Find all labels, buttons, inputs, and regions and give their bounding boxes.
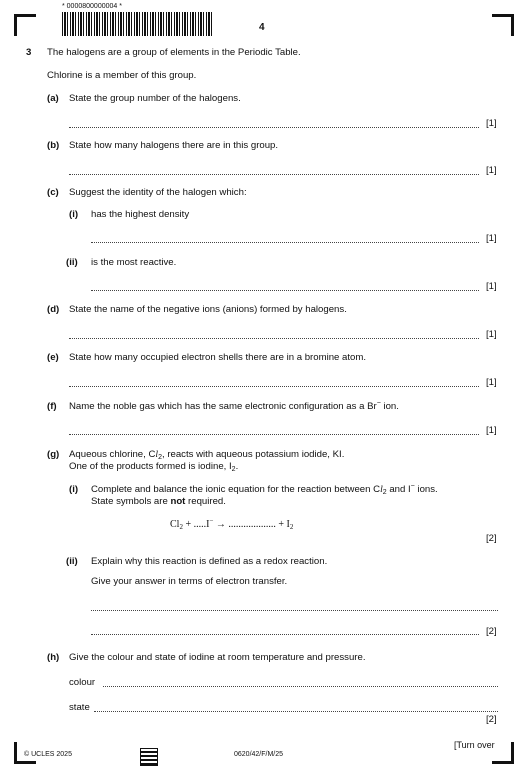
part-c-i-answer-line[interactable] [91,242,479,243]
page-number: 4 [259,22,265,33]
part-g-ii-label: (ii) [66,556,78,567]
part-h-text: Give the colour and state of iodine at room temperature and pressure. [69,652,366,663]
part-h-label: (h) [47,652,60,663]
part-c-label: (c) [47,187,59,198]
part-e-text: State how many occupied electron shells there are in a bromine atom. [69,352,367,363]
part-b-answer-line[interactable] [69,174,479,175]
part-g-ii-text: Explain why this reaction is defined as a redox reaction. [91,556,328,567]
part-h-marks: [2] [486,714,497,725]
part-e-marks: [1] [486,377,497,388]
part-b-marks: [1] [486,165,497,176]
part-d-text: State the name of the negative ions (anions) formed by halogens. [69,304,347,315]
qr-code [140,748,158,766]
part-a-marks: [1] [486,118,497,129]
part-g-text-line2: One of the products formed is iodine, $I_2$. [69,461,239,473]
part-g-i-text-line2: State symbols are not required. [91,496,226,507]
part-c-ii-answer-line[interactable] [91,290,479,291]
part-g-i-marks: [2] [486,533,497,544]
part-a-label: (a) [47,93,59,104]
part-b-label: (b) [47,140,60,151]
part-g-ii-answer-line-2[interactable] [91,634,479,635]
part-a-text: State the group number of the halogens. [69,93,241,104]
ionic-equation: $Cl_2 + .....I^-$ → ................... + $I_2$ [170,517,294,531]
part-g-label: (g) [47,449,60,460]
turn-over: [Turn over [454,740,495,750]
part-a-answer-line[interactable] [69,127,479,128]
colour-label: colour [69,677,96,688]
question-intro: The halogens are a group of elements in the Periodic Table. [47,47,301,58]
crop-mark-bottom-left [14,761,36,764]
part-b-text: State how many halogens there are in this group. [69,140,279,151]
part-g-ii-text-2: Give your answer in terms of electron transfer. [91,576,288,587]
part-g-text-line1: Aqueous chlorine, $Cl_2$, reacts with aqueous potassium iodide, KI. [69,449,345,461]
part-c-i-marks: [1] [486,233,497,244]
part-g-i-text-line1: Complete and balance the ionic equation for the reaction between $Cl_2$ and I− ions. [91,483,438,496]
question-intro-2: Chlorine is a member of this group. [47,70,197,81]
part-e-label: (e) [47,352,59,363]
crop-mark-top-left [14,14,36,17]
crop-mark-top-left [14,14,17,36]
part-c-ii-marks: [1] [486,281,497,292]
part-g-ii-answer-line-1[interactable] [91,610,498,611]
part-d-marks: [1] [486,329,497,340]
part-c-i-label: (i) [69,209,79,220]
part-f-label: (f) [47,401,57,412]
barcode [62,12,212,36]
copyright: © UCLES 2025 [24,751,72,758]
part-f-marks: [1] [486,425,497,436]
question-number: 3 [26,47,32,58]
part-f-answer-line[interactable] [69,434,479,435]
crop-mark-bottom-right [492,761,514,764]
part-c-text: Suggest the identity of the halogen which: [69,187,247,198]
state-answer-line[interactable] [94,711,498,712]
state-label: state [69,702,90,713]
part-c-ii-text: is the most reactive. [91,257,177,268]
paper-code: 0620/42/F/M/25 [234,751,284,758]
part-g-ii-marks: [2] [486,626,497,637]
part-c-ii-label: (ii) [66,257,78,268]
equation-blank[interactable]: ................... [228,519,276,530]
part-d-label: (d) [47,304,60,315]
part-e-answer-line[interactable] [69,386,479,387]
part-d-answer-line[interactable] [69,338,479,339]
part-g-i-label: (i) [69,484,79,495]
colour-answer-line[interactable] [103,686,498,687]
part-f-text: Name the noble gas which has the same electronic configuration as a Br− ion. [69,400,399,412]
crop-mark-top-right [511,14,514,36]
part-c-i-text: has the highest density [91,209,190,220]
barcode-text: * 0000800000004 * [62,3,122,10]
